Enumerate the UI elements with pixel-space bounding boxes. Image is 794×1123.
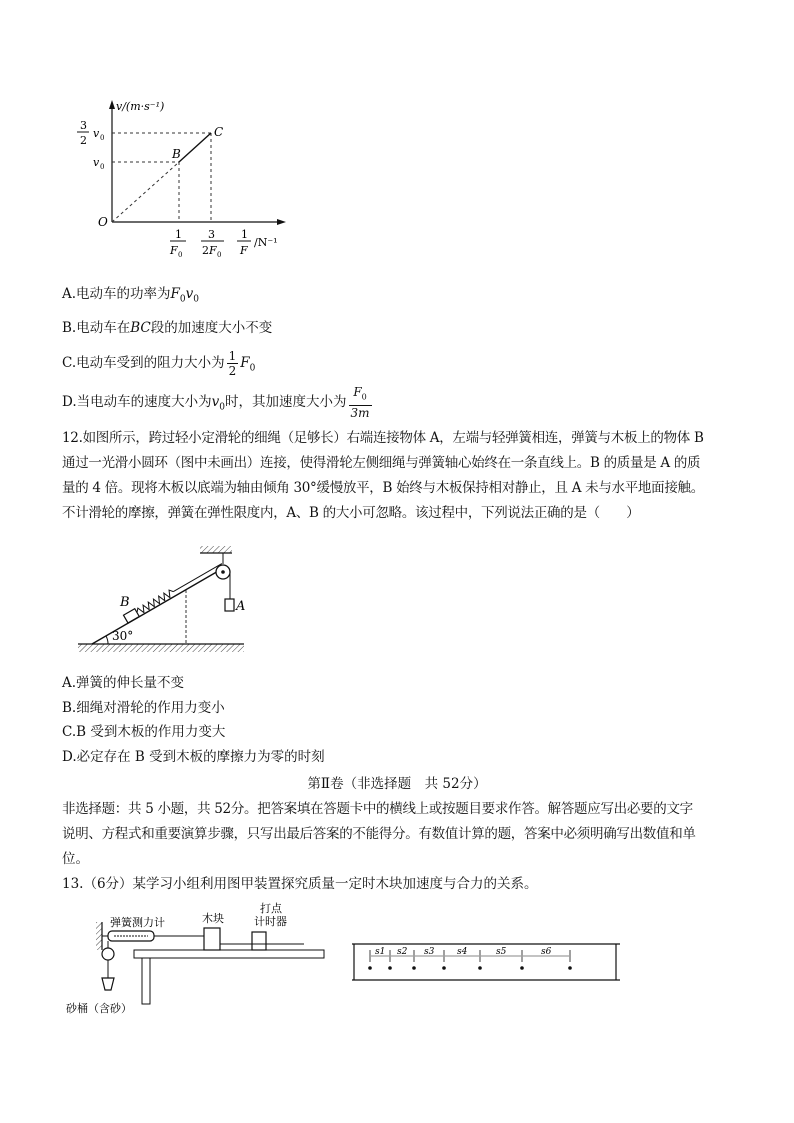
tape-dot	[368, 966, 372, 970]
fraction-one-half: $\frac{1}{2}$	[228, 349, 237, 378]
q12-option-a: A.弹簧的伸长量不变	[62, 675, 185, 691]
label-block: 木块	[202, 912, 224, 925]
bench-pulley	[102, 948, 114, 960]
x-tick-2-num: 3	[208, 228, 215, 241]
x-tick-1-num: 1	[175, 228, 182, 241]
ground-hatch	[78, 644, 244, 652]
tape-segment-label: s4	[457, 947, 468, 957]
block-a-label: A	[236, 599, 246, 614]
origin-label: O	[98, 215, 108, 229]
x-axis-unit: /N⁻¹	[254, 236, 278, 249]
x-tick-1-den: F	[170, 244, 178, 257]
q12-option-b: B.细绳对滑轮的作用力变小	[62, 700, 225, 716]
x-tick-2-sub: 0	[217, 251, 222, 259]
label-timer-2: 计时器	[254, 915, 287, 928]
q12-option-d: D.必定存在 B 受到木板的摩擦力为零的时刻	[62, 749, 325, 765]
angle-arc	[106, 636, 108, 644]
y-tick-32-sub: 0	[100, 134, 105, 142]
point-b-label: B	[172, 147, 181, 161]
tape-dot	[568, 966, 572, 970]
q11-option-a: A.电动车的功率为$F_0v_0$	[62, 286, 200, 305]
q13-stem: 13.（6分）某学习小组利用图甲装置探究质量一定时木块加速度与合力的关系。	[62, 876, 538, 892]
q11-option-c: C.电动车受到的阻力大小为 $\frac{1}{2}$ $F_0$	[62, 349, 256, 378]
tape-segment-label: s6	[541, 947, 552, 957]
tape-dot	[520, 966, 524, 970]
tape-dot	[478, 966, 482, 970]
q12-stem-line2: 通过一光滑小圆环（图中未画出）连接，使得滑轮左侧细绳与弹簧轴心始终在一条直线上。B 的质量是 A 的质	[62, 455, 701, 471]
tape-segment-label: s3	[424, 947, 435, 957]
tape-segment-label: s2	[397, 947, 408, 957]
q12-stem-line4: 不计滑轮的摩擦，弹簧在弹性限度内，A、B 的大小可忽略。该过程中，下列说法正确的是（ ）	[62, 505, 640, 521]
block-b-label: B	[120, 595, 130, 610]
table-top	[134, 950, 324, 958]
tape-dot	[442, 966, 446, 970]
q12-stem-line3: 量的 4 倍。现将木板以底端为轴由倾角 30°缓慢放平，B 始终与木板保持相对静止，且 A 未与水平地面接触。	[62, 480, 704, 496]
wooden-block	[204, 928, 220, 950]
label-timer-1: 打点	[260, 902, 282, 915]
tape-segment-label: s1	[375, 947, 386, 957]
spring	[135, 589, 175, 616]
section-intro-line2: 说明、方程式和重要演算步骤，只写出最后答案的不能得分。有数值计算的题，答案中必须明确写出数值和单	[62, 826, 696, 842]
x-tick-1-den-sub: 0	[178, 251, 183, 259]
y-tick-v0-sub: 0	[100, 163, 105, 171]
tape-segment-label: s5	[496, 947, 507, 957]
x-tick-2-coef: 2	[202, 244, 209, 257]
y-axis-label: v/(m·s⁻¹)	[116, 100, 165, 113]
y-tick-32-var: v	[93, 127, 100, 140]
x-tick-3-den: F	[240, 244, 248, 257]
q12-option-c: C.B 受到木板的作用力变大	[62, 724, 226, 740]
q11-option-b: B.电动车在BC段的加速度大小不变	[62, 320, 273, 336]
block-a	[225, 599, 234, 611]
incline-pulley-figure	[78, 540, 250, 658]
dot-timer	[252, 932, 266, 950]
section-title: 第Ⅱ卷（非选择题 共 52分）	[307, 776, 487, 792]
x-axis-arrow	[277, 219, 286, 225]
tape-dot	[388, 966, 392, 970]
label-spring-scale: 弹簧测力计	[110, 916, 165, 929]
point-c-label: C	[214, 125, 224, 139]
rope-left	[173, 564, 221, 592]
angle-label: 30°	[112, 629, 134, 643]
tape-dot	[412, 966, 416, 970]
section-intro-line1: 非选择题：共 5 小题，共 52分。把答案填在答题卡中的横线上或按题目要求作答。解答题应写出必要的文字	[62, 801, 693, 817]
pulley-axle	[221, 570, 225, 574]
q11-option-d: D.当电动车的速度大小为$v_0$时，其加速度大小为 $\frac{F_0}{3m}$	[62, 385, 370, 420]
fraction-f0-3m: $\frac{F_0}{3m}$	[350, 385, 370, 420]
dashed-line-ob	[112, 162, 179, 222]
paper-tape-figure	[352, 938, 620, 986]
ceiling-hatch	[200, 546, 232, 553]
y-tick-32-den: 2	[80, 134, 87, 147]
wall-hatch	[96, 922, 102, 950]
q12-stem-line1: 12.如图所示，跨过轻小定滑轮的细绳（足够长）右端连接物体 A，左端与轻弹簧相连，弹簧与木板上的物体 B	[62, 430, 704, 446]
velocity-force-graph	[62, 96, 302, 266]
section-intro-line3: 位。	[62, 851, 89, 867]
table-leg	[142, 958, 150, 1004]
label-bucket: 砂桶（含砂）	[66, 1002, 132, 1015]
y-tick-v0-var: v	[93, 156, 100, 169]
apparatus-figure	[64, 898, 334, 1018]
x-tick-2-var: F	[209, 244, 217, 257]
segment-bc	[179, 133, 211, 162]
y-tick-32-num: 3	[80, 119, 87, 132]
y-axis-arrow	[109, 100, 115, 109]
sand-bucket	[102, 978, 114, 990]
x-tick-3-num: 1	[241, 228, 248, 241]
